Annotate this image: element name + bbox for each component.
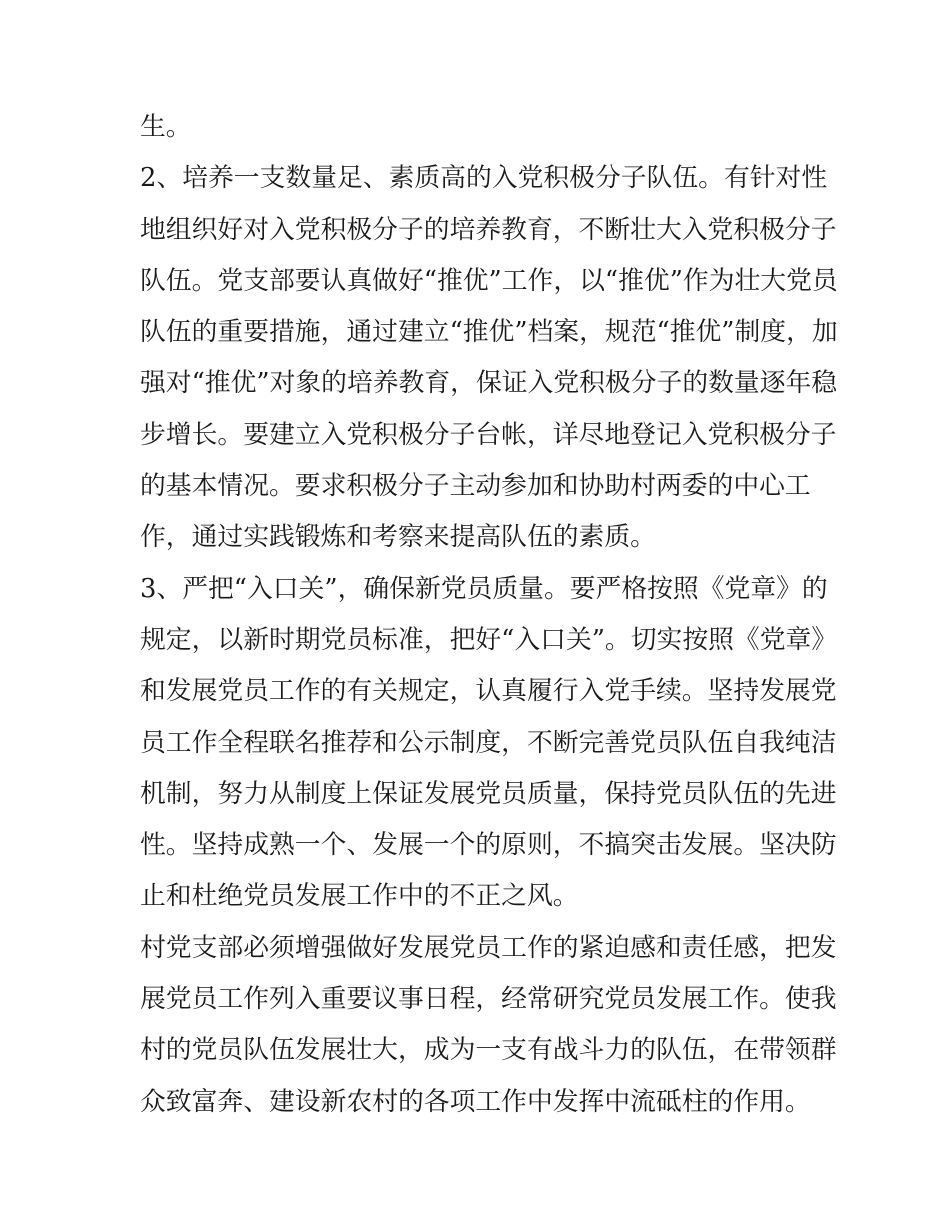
text-line: 员工作全程联名推荐和公示制度，不断完善党员队伍自我纯洁 bbox=[140, 727, 837, 758]
text-line: 止和杜绝党员发展工作中的不正之风。 bbox=[140, 881, 579, 912]
text-line: 的基本情况。要求积极分子主动参加和协助村两委的中心工 bbox=[140, 471, 811, 502]
text-line: 队伍。党支部要认真做好“推优”工作，以“推优”作为壮大党员 bbox=[140, 265, 838, 296]
text-line: 3、严把“入口关”，确保新党员质量。要严格按照《党章》的 bbox=[140, 573, 828, 604]
text-line: 队伍的重要措施，通过建立“推优”档案，规范“推优”制度，加 bbox=[140, 317, 838, 348]
text-line: 众致富奔、建设新农村的各项工作中发挥中流砥柱的作用。 bbox=[140, 1086, 811, 1117]
paragraph bbox=[140, 564, 838, 923]
text-line: 和发展党员工作的有关规定，认真履行入党手续。坚持发展党 bbox=[140, 676, 837, 707]
text-line: 地组织好对入党积极分子的培养教育，不断壮大入党积极分子 bbox=[140, 214, 837, 245]
paragraph bbox=[140, 153, 838, 563]
text-line: 2、培养一支数量足、素质高的入党积极分子队伍。有针对性 bbox=[140, 163, 828, 194]
document-page bbox=[140, 102, 838, 1128]
paragraph bbox=[140, 923, 837, 1128]
text-line: 规定，以新时期党员标准，把好“入口关”。切实按照《党章》 bbox=[140, 624, 838, 655]
text-line: 作，通过实践锻炼和考察来提高队伍的素质。 bbox=[140, 522, 656, 553]
text-line: 展党员工作列入重要议事日程，经常研究党员发展工作。使我 bbox=[140, 984, 837, 1015]
text-line: 强对“推优”对象的培养教育，保证入党积极分子的数量逐年稳 bbox=[140, 368, 838, 399]
text-line: 机制，努力从制度上保证发展党员质量，保持党员队伍的先进 bbox=[140, 778, 837, 809]
text-line: 步增长。要建立入党积极分子台帐，详尽地登记入党积极分子 bbox=[140, 419, 837, 450]
text-line: 村党支部必须增强做好发展党员工作的紧迫感和责任感，把发 bbox=[140, 932, 837, 963]
paragraph bbox=[140, 102, 820, 153]
text-line: 生。 bbox=[140, 112, 192, 142]
text-line: 性。坚持成熟一个、发展一个的原则，不搞突击发展。坚决防 bbox=[140, 830, 837, 861]
text-line: 村的党员队伍发展壮大，成为一支有战斗力的队伍，在带领群 bbox=[140, 1035, 837, 1066]
